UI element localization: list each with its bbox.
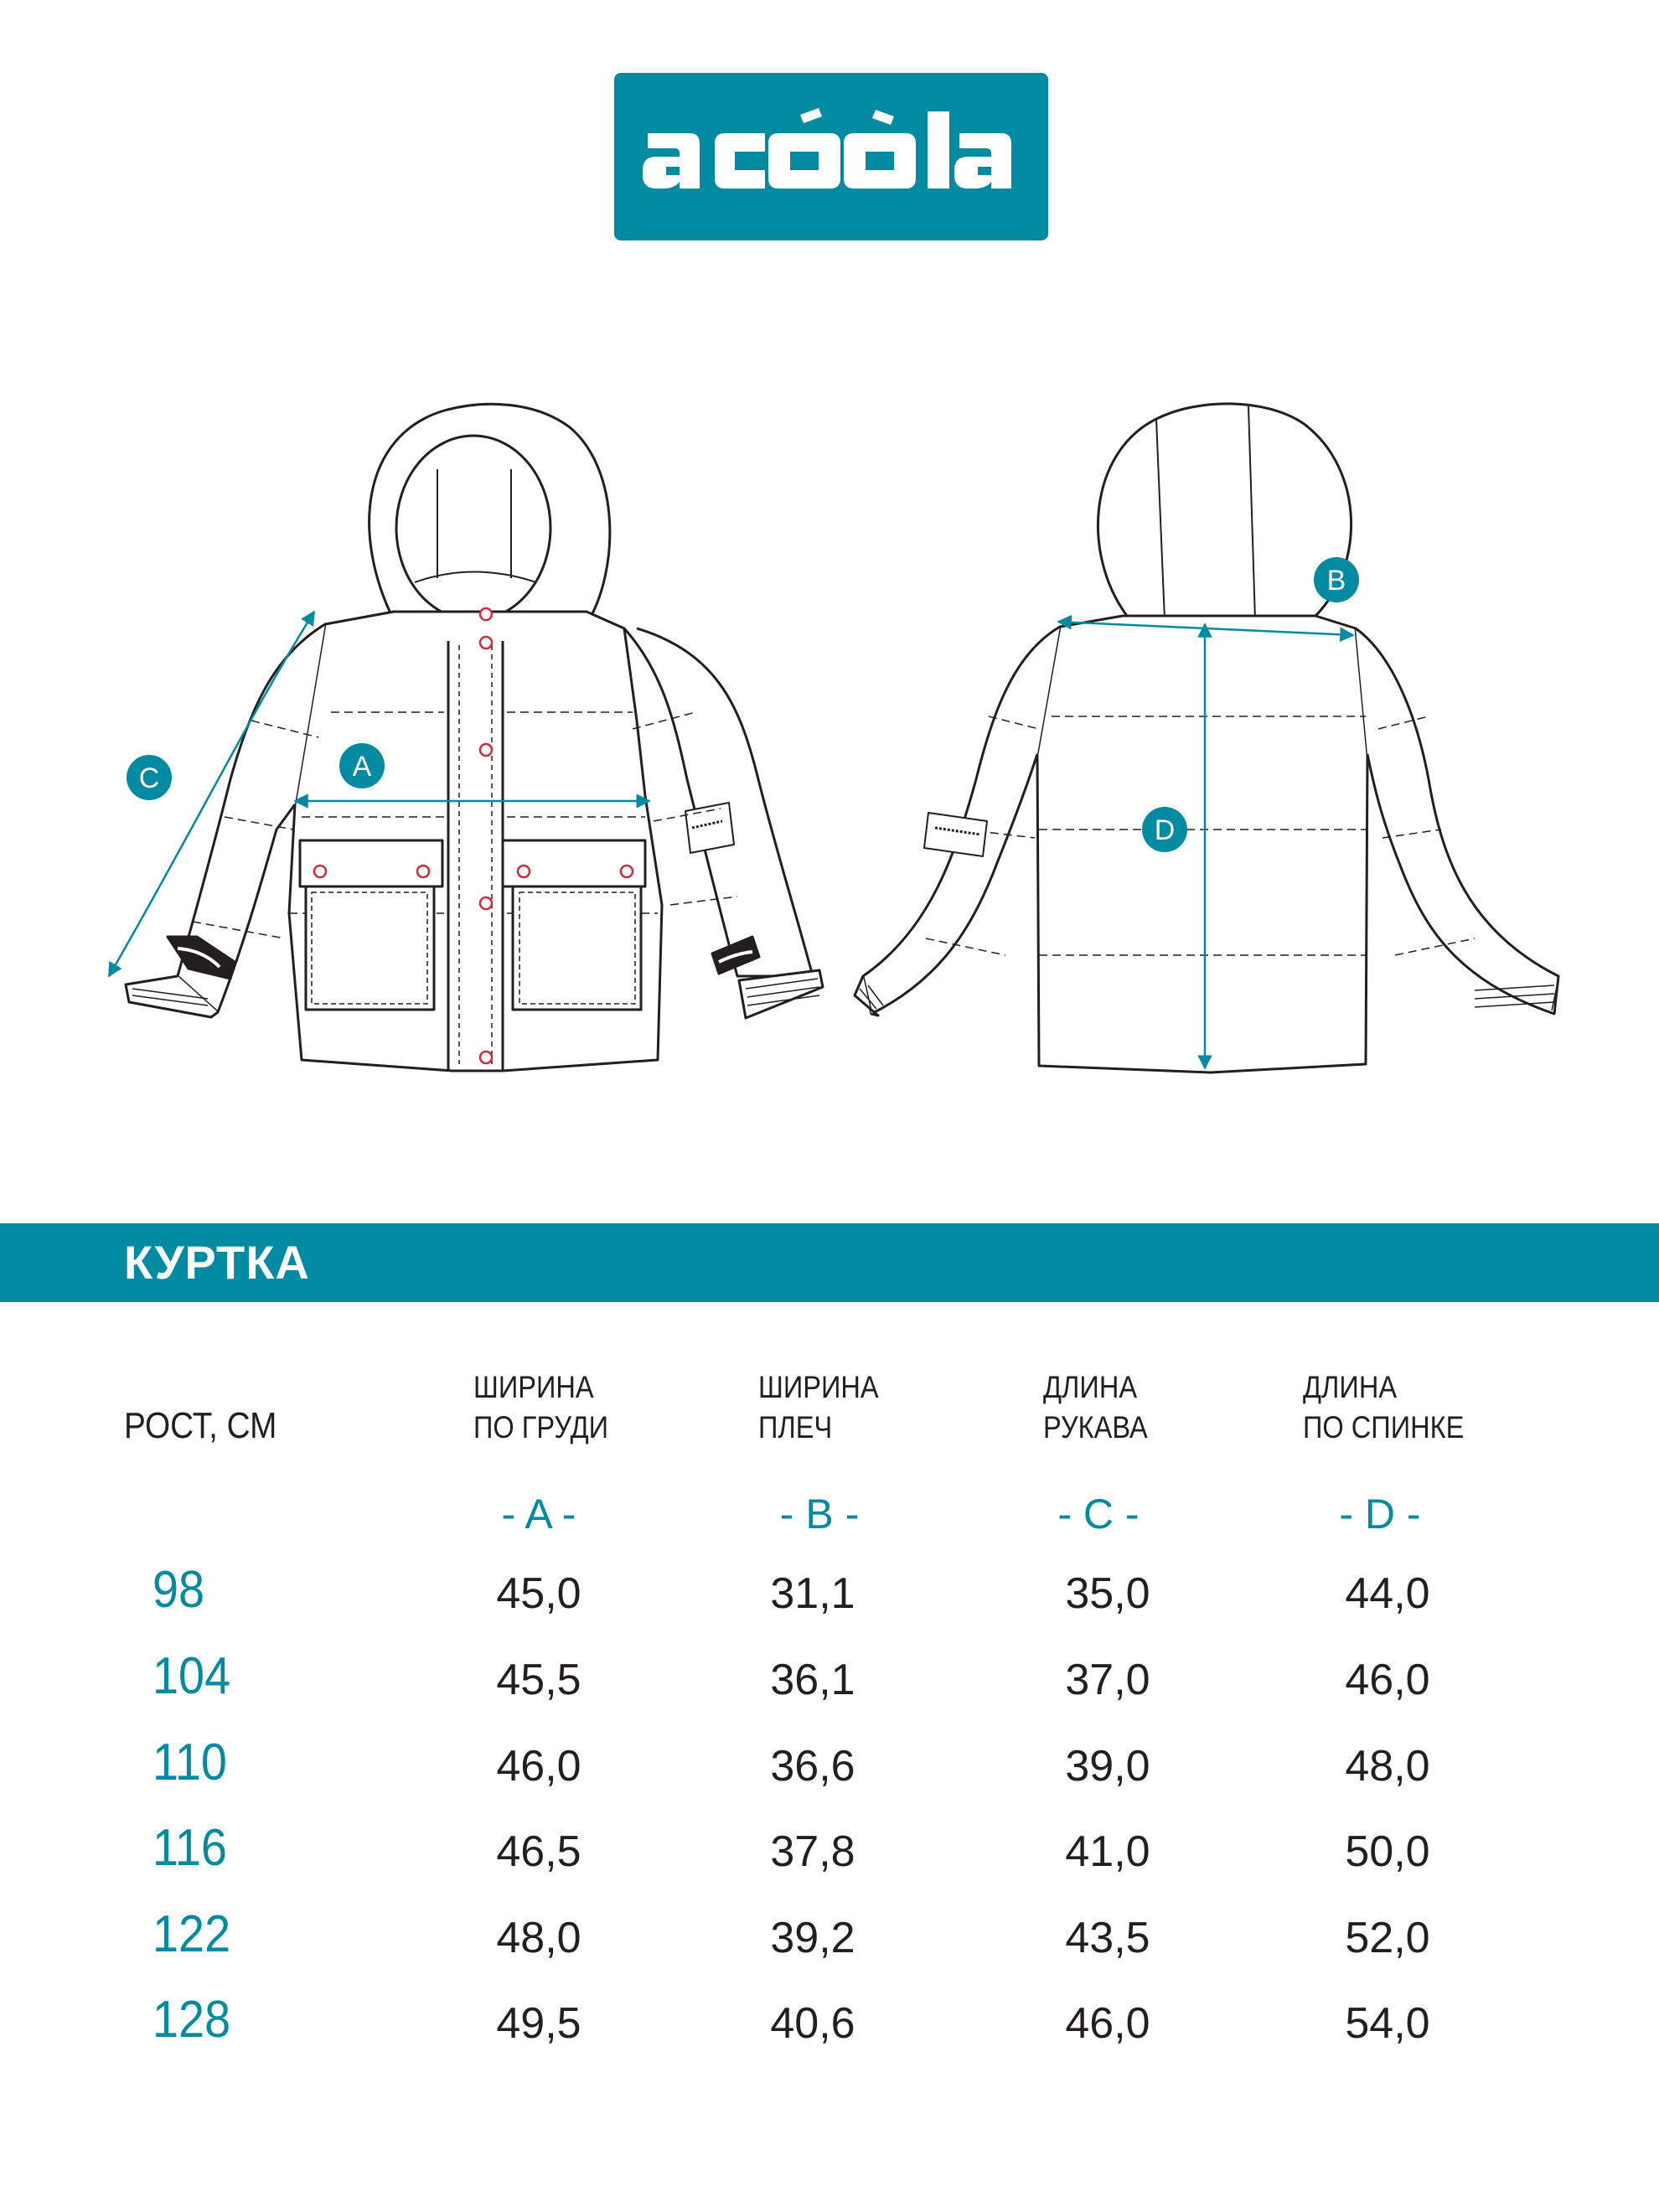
column-header-shoulder-width: ШИРИНА ПЛЕЧ (758, 1370, 879, 1445)
value-cell: 46,0 (1345, 1656, 1430, 1704)
value-cell: 49,5 (496, 1999, 581, 2048)
value-cell: 50,0 (1345, 1827, 1430, 1876)
size-cell: 98 (152, 1561, 205, 1619)
value-cell: 31,1 (770, 1569, 855, 1618)
value-cell: 35,0 (1065, 1569, 1150, 1618)
column-header-back-length: ДЛИНА ПО СПИНКЕ (1303, 1370, 1465, 1445)
value-cell: 43,5 (1065, 1914, 1150, 1962)
column-code-b: - B - (779, 1491, 860, 1538)
value-cell: 40,6 (770, 1999, 855, 2048)
column-header-sleeve-length: ДЛИНА РУКАВА (1043, 1370, 1148, 1445)
size-cell: 122 (152, 1905, 231, 1963)
svg-text:C: C (138, 762, 160, 794)
row-header: РОСТ, СМ (124, 1405, 277, 1446)
value-cell: 39,0 (1065, 1742, 1150, 1791)
value-cell: 45,5 (496, 1656, 581, 1704)
svg-text:D: D (1154, 814, 1176, 846)
column-header-chest-width: ШИРИНА ПО ГРУДИ (473, 1370, 609, 1445)
column-code-d: - D - (1339, 1491, 1421, 1538)
value-cell: 41,0 (1065, 1827, 1150, 1876)
size-cell: 128 (152, 1991, 231, 2049)
column-code-a: - A - (501, 1491, 576, 1538)
value-cell: 37,8 (770, 1827, 855, 1876)
value-cell: 37,0 (1065, 1656, 1150, 1704)
value-cell: 48,0 (1345, 1742, 1430, 1791)
size-cell: 104 (152, 1647, 231, 1705)
jacket-drawing (0, 369, 1659, 1123)
value-cell: 52,0 (1345, 1914, 1430, 1962)
value-cell: 46,5 (496, 1827, 581, 1876)
jacket-front-view (126, 404, 823, 1071)
svg-text:B: B (1326, 565, 1346, 597)
value-cell: 45,0 (496, 1569, 581, 1618)
size-cell: 116 (152, 1819, 227, 1877)
value-cell: 46,0 (496, 1742, 581, 1791)
value-cell: 44,0 (1345, 1569, 1430, 1618)
value-cell: 54,0 (1345, 1999, 1430, 2048)
value-cell: 39,2 (770, 1914, 855, 1962)
value-cell: 48,0 (496, 1914, 581, 1962)
svg-text:A: A (352, 751, 372, 783)
value-cell: 46,0 (1065, 1999, 1150, 2048)
brand-logo (614, 73, 1048, 240)
table-title: КУРТКА (124, 1236, 310, 1289)
acoola-wordmark (614, 73, 1048, 240)
jacket-back-view (855, 404, 1558, 1072)
table-title-bar (0, 1223, 1659, 1302)
size-cell: 110 (152, 1734, 227, 1791)
column-code-c: - C - (1057, 1491, 1140, 1538)
value-cell: 36,6 (770, 1742, 855, 1791)
value-cell: 36,1 (770, 1656, 855, 1704)
